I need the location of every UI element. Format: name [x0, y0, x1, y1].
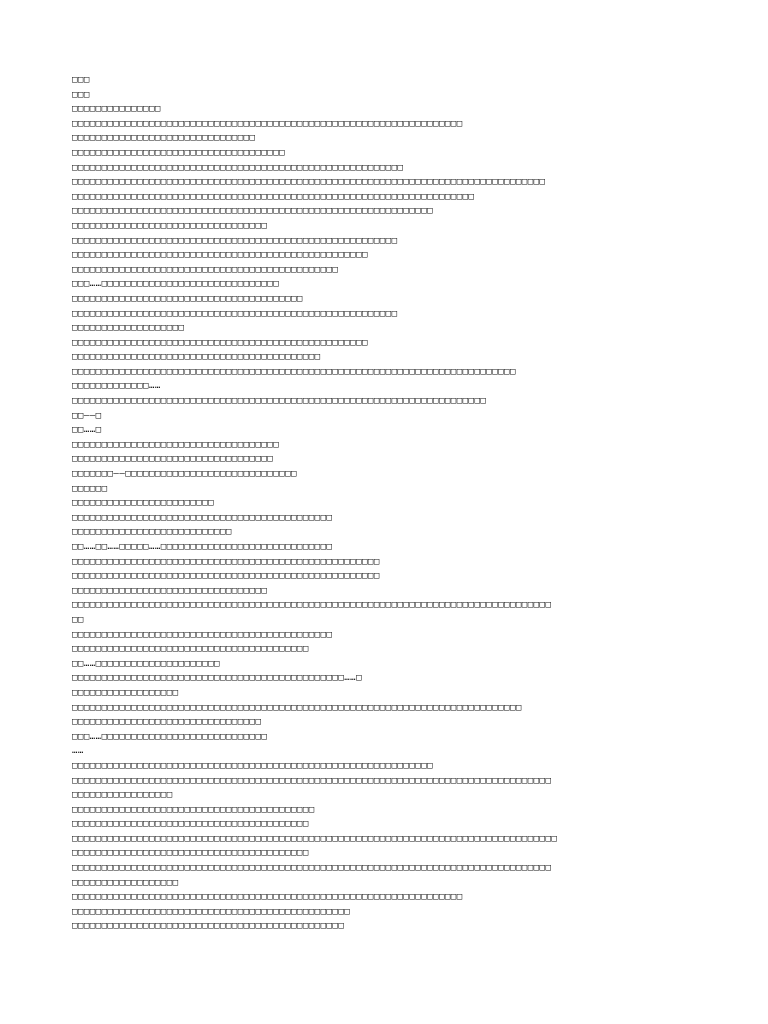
text-line: □□□□□□□□□□□□□□□□□□□□□□□□□□□□□□□□□□□ [72, 439, 280, 450]
text-line: □□□□□□□□□□□□□□□□□□□□□□□□□□□□□□□□□□□□□□□□□□□□□□□□□□□□ [72, 571, 380, 582]
text-line: □□□□□□□□□□□□□□□□□□□□□□□□□□□ [72, 527, 232, 538]
text-line: □□□□□□□□□□□□□□□□□□□□□□□□□□□□□□□□□□□□□□□□□□□□□□□□□□□□□□□□□□□□□□□□□□□□□□□□□□□□□□□□□ [72, 600, 552, 611]
text-line: □□□□□□□□□□□□□□□□□□□□□□□□□□□□□□□□□□□□□□□□□□□□□□□□□□□□□□□□□□□□□□□□□□ [72, 892, 463, 903]
text-line: □□□□□□□□□□□□□□□□□□□□□□□□□□□□□□□□□□□□□□□□□□□□□□□□□□ [72, 250, 368, 261]
text-line: □□□□□□□□□□□□□□□□□□□□□□□□□□□□□□□□□ [72, 585, 268, 596]
text-line: □□□□□□□□□□□□□□□□□□□□□□□□□□□□□□□□□□□□□□□□□□□□□□□ [72, 906, 351, 917]
text-line: □□□□□□□□□□□□□□□□□□□□□□□□□□□□□□□□□□□□□□□□ [72, 819, 309, 830]
text-line: □□……□ [72, 425, 102, 436]
text-line: □□□□□□□□□□□□□□□ [72, 104, 161, 115]
text-line: □□ [72, 614, 84, 625]
text-line: □□□□□□□□□□□□□□□□□□□□□□□□□□□□□□□□□□□□□□□□□□□□□□□□□□□□□□□ [72, 308, 398, 319]
text-line: □□……□□……□□□□□……□□□□□□□□□□□□□□□□□□□□□□□□□□□□□ [72, 542, 333, 552]
text-line: □□□□□□□□□□□□□□□□□□□□□□□□□□□□□□□□□□□□□□□□□□□□□□□□□□□□□□□ [72, 235, 398, 246]
text-line: □□□□□□□□□□□□□□□□□□□□□□□□□□□□□□□□□□□□□□□□□□□□□□□□□□□□□□□□□□□□□□□□□□□□□□□□□□□□□□□□□□ [72, 833, 558, 844]
text-line: □□□□□□□□□□□□□□□□□ [72, 790, 173, 801]
text-line: □□□□□□□□□□□□□□□□□□□□□□□□□□□□□□□□□□□□□□□□□□□□□□……□ [72, 673, 363, 684]
text-line: □□□□□□□□□□□□□□□□□□□□□□□□□□□□□□□□□□□□□□□ [72, 293, 303, 304]
text-line: □□□□□□□□□□□□□□□□□□□□□□□□□□□□□□□□□□□□□□□□□□□□□□□□□□□□ [72, 556, 380, 567]
text-line: □□□□□□□□□□□□□□□□□□□□□□□□□□□□□□□□□□□□□□□□□□□□□□□□□□□□□□□□ [72, 162, 404, 173]
text-line: □□□□□□□□□□□□□□□□□□□□□□□□□□□□□□□□□□□□□□□□□□□□□□□□□□□□□□□□□□□□□□□□□□□□□□□□□□□ [72, 366, 516, 377]
text-line: □□——□ [72, 410, 102, 421]
text-line: □□□□□□□□□□□□□□□□□□□□□□□□□□□□□□□□□□□□□□□□ [72, 644, 309, 655]
text-line: □□□□□□□□□□□□□□□□□□□□□□□□□□□□□□□□□□□□□□□□□□ [72, 352, 321, 363]
text-line: □□□□□□□□□□□□□□□□□□□□□□□□□□□□□□□□□□□□ [72, 147, 286, 158]
text-line: □□□□□□□□□□□□□□□□□□□□□□□□□□□□□□□□□□□□□□□□□□□□□□□□□□□□□□□□□□□□□□□□□□□□□□ [72, 396, 487, 407]
text-line: □□□□□□□□□□□□□□□□□□□□□□□□□□□□□□□□□ [72, 220, 268, 231]
text-line: □□□□□□□□□□□□□□□□□□□□□□□□□□□□□□□□□□□□□□□□□□□□□□□□□□□□□□□□□□□□□□□□□□□□□□□□□□□□□□□□ [72, 177, 546, 188]
text-line: □□□□□□□□□□□□□…… [72, 381, 161, 392]
text-line: …… [72, 746, 84, 757]
text-line: □□□□□□□□□□□□□□□□□□□□□□□□□□□□□□□□□□□□□□□□□□□□□□□□□□□□□□□□□□□□□ [72, 760, 434, 771]
document-page [72, 73, 732, 934]
text-line: □□□□□□□□□□□□□□□□□□ [72, 877, 179, 888]
text-line: □□□□□□ [72, 483, 108, 494]
text-line: □□□□□□□□□□□□□□□□□□□□□□□□□□□□□□□□□□□□□□□□□□□□□□□□□□□□□□□□□□□□□□□□□□□□ [72, 191, 475, 202]
text-line: □□□□□□□□□□□□□□□□□□□□□□□□□□□□□□□□□□□□□□□□□□□□ [72, 629, 333, 640]
text-line: □□……□□□□□□□□□□□□□□□□□□□□□ [72, 658, 220, 669]
text-line: □□□□□□□□□□□□□□□□□□□□□□□□□□□□□□□□□□□□□□□□□ [72, 804, 315, 815]
text-line: □□□……□□□□□□□□□□□□□□□□□□□□□□□□□□□□ [72, 731, 268, 742]
text-line: □□□□□□□□□□□□□□□□□□ [72, 687, 179, 698]
text-line: □□□□□□□□□□□□□□□□□□□□□□□□□□□□□□□□□□□□□□□□□□□□□□□□□□□□□□□□□□□□□□□□□□ [72, 118, 463, 129]
text-line: □□□□□□□□□□□□□□□□□□□□□□□□□□□□□□□□□□□□□□□□□□□□□□□□□□□□□□□□□□□□□□□□□□□□□□□□□□□□□□□□□ [72, 775, 552, 786]
text-line: □□□□□□□□□□□□□□□□□□□□□□□□□□□□□□□□□□□□□□□□□□□□ [72, 512, 333, 523]
text-line: □□□□□□□□□□□□□□□□□□□□□□□□□□□□□□□□□□□□□□□□□□□□□ [72, 264, 339, 275]
text-line: □□□□□□□□□□□□□□□□□□□□□□□□ [72, 498, 215, 509]
text-line: □□□□□□□□□□□□□□□□□□□□□□□□□□□□□□□□□□□□□□□□□□□□□□□□□□□□□□□□□□□□□□□□□□□□□□□□□□□□ [72, 702, 522, 713]
text-line: □□□ [72, 75, 90, 85]
text-line: □□□ [72, 89, 90, 100]
text-line: □□□□□□□□□□□□□□□□□□□□□□□□□□□□□□□□□□□□□□□□□□□□□□ [72, 921, 345, 932]
text-line: □□□□□□□□□□□□□□□□□□□□□□□□□□□□□□□□□□□□□□□□ [72, 848, 309, 859]
text-line: □□□□□□□□□□□□□□□□□□□□□□□□□□□□□□□□□□□□□□□□□□□□□□□□□□ [72, 337, 368, 348]
text-line: □□□□□□□□□□□□□□□□□□□□□□□□□□□□□□□□□□□□□□□□□□□□□□□□□□□□□□□□□□□□□ [72, 206, 434, 217]
text-line: □□□□□□□□□□□□□□□□□□□□□□□□□□□□□□□□□□ [72, 454, 274, 465]
text-line: □□□□□□□——□□□□□□□□□□□□□□□□□□□□□□□□□□□□□ [72, 469, 297, 480]
text-line: □□□□□□□□□□□□□□□□□□□□□□□□□□□□□□□ [72, 133, 256, 144]
text-line: □□□□□□□□□□□□□□□□□□□ [72, 323, 185, 334]
text-line: □□□……□□□□□□□□□□□□□□□□□□□□□□□□□□□□□□ [72, 279, 280, 290]
text-line: □□□□□□□□□□□□□□□□□□□□□□□□□□□□□□□□□□□□□□□□□□□□□□□□□□□□□□□□□□□□□□□□□□□□□□□□□□□□□□□□□ [72, 863, 552, 874]
text-line: □□□□□□□□□□□□□□□□□□□□□□□□□□□□□□□□ [72, 717, 262, 728]
